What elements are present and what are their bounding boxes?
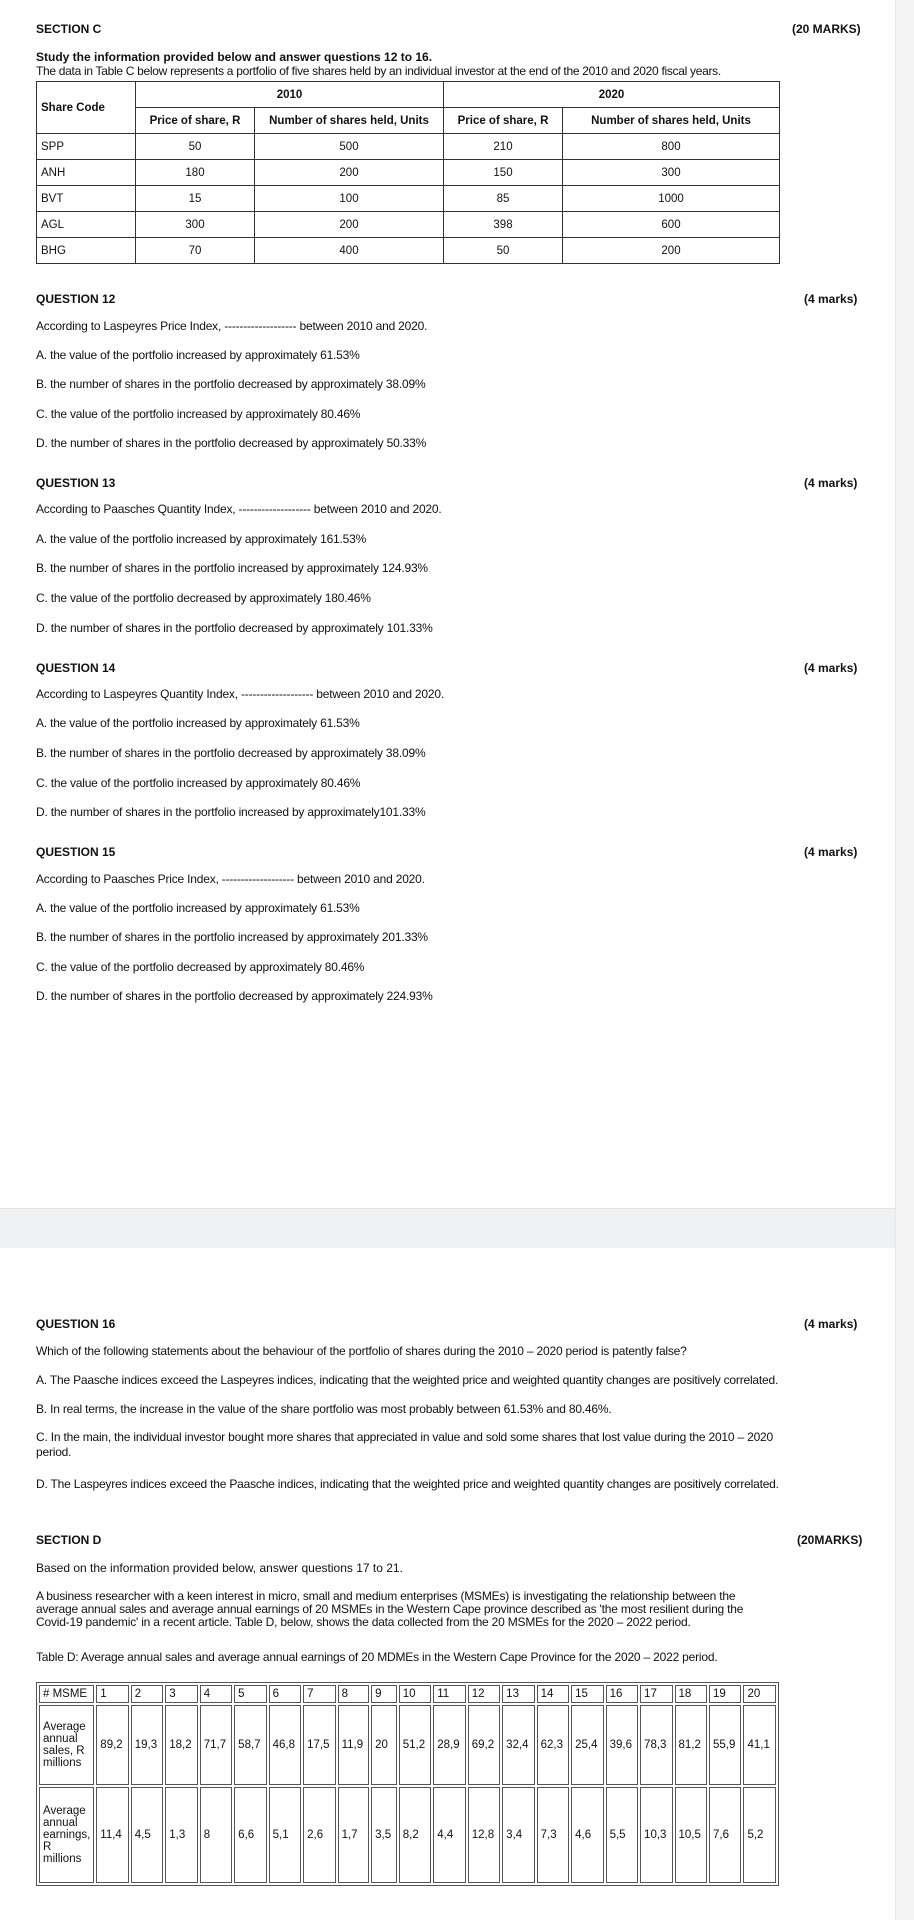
table-row — [37, 212, 780, 238]
earnings-value: 10,5 — [675, 1787, 707, 1883]
msme-id: 11 — [433, 1685, 465, 1703]
section-d-instruction: Based on the information provided below, answer questions 17 to 21. — [36, 1561, 403, 1575]
question-12-option-d[interactable]: D. the number of shares in the portfolio decreased by approximately 50.33% — [36, 436, 427, 450]
question-12-title: QUESTION 12 — [36, 292, 116, 306]
question-16-option-d[interactable]: D. The Laspeyres indices exceed the Paasche indices, indicating that the weighted price and weighted quantity changes are positively correlated. — [36, 1477, 779, 1491]
sales-value: 19,3 — [131, 1705, 163, 1785]
section-d-marks: (20MARKS) — [797, 1533, 863, 1547]
msme-id: 16 — [606, 1685, 638, 1703]
share-code-header: Share Code — [37, 82, 136, 134]
question-15-title: QUESTION 15 — [36, 845, 116, 859]
msme-id: 4 — [200, 1685, 232, 1703]
earnings-value: 5,2 — [743, 1787, 776, 1883]
question-16-option-a[interactable]: A. The Paasche indices exceed the Laspeyres indices, indicating that the weighted price and weighted quantity changes are positively correlated. — [36, 1373, 779, 1387]
question-12-option-a[interactable]: A. the value of the portfolio increased by approximately 61.53% — [36, 348, 360, 362]
section-d-title: SECTION D — [36, 1533, 102, 1547]
sales-value: 62,3 — [537, 1705, 569, 1785]
earnings-value: 1,7 — [338, 1787, 370, 1883]
sales-value: 89,2 — [96, 1705, 128, 1785]
table-d-earnings-row — [39, 1787, 776, 1883]
question-14-title: QUESTION 14 — [36, 661, 116, 675]
price-2020: 150 — [444, 160, 563, 186]
shares-2010: 200 — [255, 212, 444, 238]
earnings-value: 4,6 — [571, 1787, 603, 1883]
earnings-value: 10,3 — [640, 1787, 672, 1883]
section-c-instruction: Study the information provided below and answer questions 12 to 16. — [36, 50, 433, 64]
earnings-value: 6,6 — [234, 1787, 266, 1883]
msme-id: 3 — [165, 1685, 197, 1703]
msme-id: 2 — [131, 1685, 163, 1703]
section-c-title: SECTION C — [36, 22, 102, 36]
share-code: BHG — [37, 238, 136, 264]
sales-value: 51,2 — [399, 1705, 431, 1785]
page-divider — [0, 1208, 914, 1249]
price-2010: 15 — [136, 186, 255, 212]
msme-header: # MSME — [39, 1685, 94, 1703]
year-2020-header: 2020 — [444, 82, 780, 108]
question-15-stem: According to Paasches Price Index, ------------------- between 2010 and 2020. — [36, 872, 425, 886]
question-13-option-c[interactable]: C. the value of the portfolio decreased by approximately 180.46% — [36, 591, 371, 605]
section-c-marks: (20 MARKS) — [792, 22, 861, 36]
number-2010-header: Number of shares held, Units — [255, 108, 444, 134]
msme-id: 19 — [709, 1685, 741, 1703]
sales-value: 32,4 — [502, 1705, 534, 1785]
earnings-label: Average annual earnings, R millions — [39, 1787, 94, 1883]
earnings-value: 5,5 — [606, 1787, 638, 1883]
table-row — [37, 160, 780, 186]
earnings-value: 7,3 — [537, 1787, 569, 1883]
question-13-title: QUESTION 13 — [36, 476, 116, 490]
msme-id: 7 — [303, 1685, 335, 1703]
table-d — [36, 1682, 779, 1886]
question-12-option-b[interactable]: B. the number of shares in the portfolio decreased by approximately 38.09% — [36, 377, 426, 391]
table-row — [37, 186, 780, 212]
sales-value: 20 — [371, 1705, 397, 1785]
earnings-value: 8,2 — [399, 1787, 431, 1883]
price-2010: 50 — [136, 134, 255, 160]
question-15-marks: (4 marks) — [804, 845, 858, 859]
question-14-stem: According to Laspeyres Quantity Index, ------------------- between 2010 and 2020. — [36, 687, 444, 701]
question-12-marks: (4 marks) — [804, 292, 858, 306]
earnings-value: 3,4 — [502, 1787, 534, 1883]
question-13-option-d[interactable]: D. the number of shares in the portfolio decreased by approximately 101.33% — [36, 621, 433, 635]
section-c-description: The data in Table C below represents a portfolio of five shares held by an individual investor at the end of the 2010 and 2020 fiscal years. — [36, 64, 721, 78]
earnings-value: 4,5 — [131, 1787, 163, 1883]
question-15-option-c[interactable]: C. the value of the portfolio decreased by approximately 80.46% — [36, 960, 365, 974]
earnings-value: 11,4 — [96, 1787, 128, 1883]
msme-id: 12 — [468, 1685, 500, 1703]
shares-2010: 500 — [255, 134, 444, 160]
share-code: ANH — [37, 160, 136, 186]
msme-id: 17 — [640, 1685, 672, 1703]
table-d-sales-row — [39, 1705, 776, 1785]
year-2010-header: 2010 — [136, 82, 444, 108]
msme-id: 15 — [571, 1685, 603, 1703]
shares-2010: 200 — [255, 160, 444, 186]
question-13-stem: According to Paasches Quantity Index, ------------------- between 2010 and 2020. — [36, 502, 442, 516]
msme-id: 6 — [269, 1685, 301, 1703]
sales-value: 28,9 — [433, 1705, 465, 1785]
question-15-option-a[interactable]: A. the value of the portfolio increased by approximately 61.53% — [36, 901, 360, 915]
msme-id: 20 — [743, 1685, 776, 1703]
price-2020-header: Price of share, R — [444, 108, 563, 134]
msme-id: 18 — [675, 1685, 707, 1703]
shares-2020: 300 — [563, 160, 780, 186]
question-16-marks: (4 marks) — [804, 1317, 858, 1331]
table-row — [37, 238, 780, 264]
msme-id: 5 — [234, 1685, 266, 1703]
sales-value: 71,7 — [200, 1705, 232, 1785]
question-13-option-a[interactable]: A. the value of the portfolio increased by approximately 161.53% — [36, 532, 367, 546]
msme-id: 13 — [502, 1685, 534, 1703]
question-16-title: QUESTION 16 — [36, 1317, 116, 1331]
section-d-description: A business researcher with a keen interest in micro, small and medium enterprises (MSMEs) is investigating the relationship between the average annual sales and average annual earnings of 20 MSMEs in the Western Cape province described as 'the most resilient during the Covid-19 pandemic' in a recent article. Table D, below, shows the data collected from the 20 MSMEs for the 2020 – 2022 period. — [36, 1589, 744, 1629]
question-14-option-c[interactable]: C. the value of the portfolio increased by approximately 80.46% — [36, 776, 361, 790]
msme-id: 10 — [399, 1685, 431, 1703]
earnings-value: 1,3 — [165, 1787, 197, 1883]
price-2020: 50 — [444, 238, 563, 264]
table-d-header-row — [39, 1685, 776, 1703]
scrollbar[interactable] — [895, 0, 914, 1920]
question-14-option-d[interactable]: D. the number of shares in the portfolio increased by approximately101.33% — [36, 805, 426, 819]
question-15-option-d[interactable]: D. the number of shares in the portfolio decreased by approximately 224.93% — [36, 989, 433, 1003]
sales-value: 11,9 — [338, 1705, 370, 1785]
sales-value: 78,3 — [640, 1705, 672, 1785]
price-2010: 70 — [136, 238, 255, 264]
earnings-value: 2,6 — [303, 1787, 335, 1883]
sales-value: 81,2 — [675, 1705, 707, 1785]
msme-id: 14 — [537, 1685, 569, 1703]
earnings-value: 3,5 — [371, 1787, 397, 1883]
shares-2010: 400 — [255, 238, 444, 264]
earnings-value: 5,1 — [269, 1787, 301, 1883]
question-12-option-c[interactable]: C. the value of the portfolio increased by approximately 80.46% — [36, 407, 361, 421]
table-c — [36, 81, 780, 264]
shares-2010: 100 — [255, 186, 444, 212]
share-code: SPP — [37, 134, 136, 160]
sales-value: 55,9 — [709, 1705, 741, 1785]
price-2010: 180 — [136, 160, 255, 186]
price-2010: 300 — [136, 212, 255, 238]
table-d-caption: Table D: Average annual sales and average annual earnings of 20 MDMEs in the Western Cape Province for the 2020 – 2022 period. — [36, 1650, 718, 1664]
question-16-option-c[interactable]: C. In the main, the individual investor bought more shares that appreciated in value and sold some shares that lost value during the 2010 – 2020 period. — [36, 1430, 774, 1459]
earnings-value: 12,8 — [468, 1787, 500, 1883]
sales-value: 41,1 — [743, 1705, 776, 1785]
price-2020: 398 — [444, 212, 563, 238]
shares-2020: 600 — [563, 212, 780, 238]
earnings-value: 7,6 — [709, 1787, 741, 1883]
price-2020: 85 — [444, 186, 563, 212]
share-code: BVT — [37, 186, 136, 212]
number-2020-header: Number of shares held, Units — [563, 108, 780, 134]
sales-value: 39,6 — [606, 1705, 638, 1785]
shares-2020: 1000 — [563, 186, 780, 212]
price-2020: 210 — [444, 134, 563, 160]
sales-value: 46,8 — [269, 1705, 301, 1785]
msme-id: 8 — [338, 1685, 370, 1703]
question-15-option-b[interactable]: B. the number of shares in the portfolio increased by approximately 201.33% — [36, 930, 428, 944]
question-16-stem: Which of the following statements about the behaviour of the portfolio of shares during the 2010 – 2020 period is patently false? — [36, 1344, 687, 1358]
question-12-stem: According to Laspeyres Price Index, ------------------- between 2010 and 2020. — [36, 319, 428, 333]
share-code: AGL — [37, 212, 136, 238]
sales-value: 17,5 — [303, 1705, 335, 1785]
question-14-option-b[interactable]: B. the number of shares in the portfolio decreased by approximately 38.09% — [36, 746, 426, 760]
price-2010-header: Price of share, R — [136, 108, 255, 134]
earnings-value: 8 — [200, 1787, 232, 1883]
sales-value: 18,2 — [165, 1705, 197, 1785]
sales-value: 25,4 — [571, 1705, 603, 1785]
sales-value: 69,2 — [468, 1705, 500, 1785]
shares-2020: 800 — [563, 134, 780, 160]
table-row — [37, 134, 780, 160]
question-13-marks: (4 marks) — [804, 476, 858, 490]
sales-label: Average annual sales, R millions — [39, 1705, 94, 1785]
shares-2020: 200 — [563, 238, 780, 264]
msme-id: 1 — [96, 1685, 128, 1703]
question-16-option-b[interactable]: B. In real terms, the increase in the value of the share portfolio was most probably between 61.53% and 80.46%. — [36, 1402, 612, 1416]
earnings-value: 4,4 — [433, 1787, 465, 1883]
question-14-option-a[interactable]: A. the value of the portfolio increased by approximately 61.53% — [36, 716, 360, 730]
sales-value: 58,7 — [234, 1705, 266, 1785]
question-13-option-b[interactable]: B. the number of shares in the portfolio increased by approximately 124.93% — [36, 561, 428, 575]
msme-id: 9 — [371, 1685, 397, 1703]
question-14-marks: (4 marks) — [804, 661, 858, 675]
